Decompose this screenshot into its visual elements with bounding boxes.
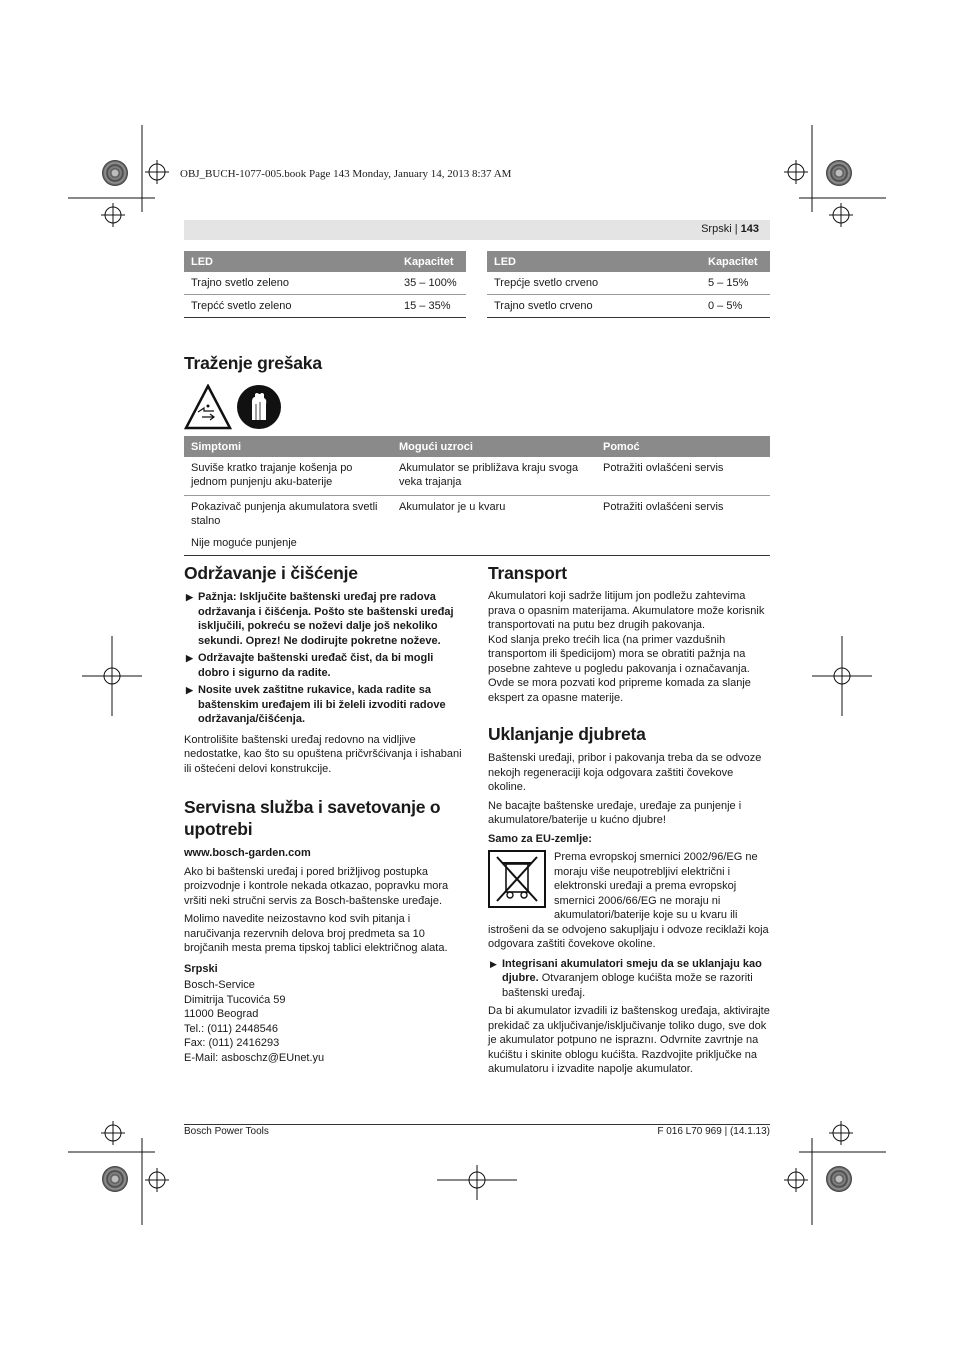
maintenance-paragraph: Kontrolišite baštenski uređaj redovno na vidljive nedostatke, kao što su opuštena pričvršćivanja i ishabani ili oštećeni delovi konstrukcije. <box>184 733 462 775</box>
bullet-text: Otvaranjem obloge kućišta može se razoriti baštenski uređaj. <box>502 972 753 999</box>
table-cell: Trepćć svetlo zeleno <box>184 295 397 318</box>
service-paragraph: Ako bi baštenski uređaj i pored brižljivog postupka proizvodnje i kontrole nekada otkazao, popravku mora vršiti neki stručni servis za Bosch-baštenske uređaje. <box>184 865 449 907</box>
table-header: Kapacitet <box>701 251 770 272</box>
led-table-left <box>184 251 466 318</box>
table-cell <box>596 532 770 556</box>
table-cell: 35 – 100% <box>397 272 466 295</box>
address-email[interactable]: E-Mail: asboschz@EUnet.yu <box>184 1051 325 1064</box>
service-country: Srpski <box>184 962 218 975</box>
bullet-text-bold: Integrisani akumulatori smeju da se uklanjaju kao djubre. <box>502 957 762 984</box>
warning-triangle-icon <box>184 384 232 430</box>
transport-paragraph: Akumulatori koji sadrže litijum jon podležu zahtevima prava o opasnim materijama. Akumulatore može korisnik transportovati na putu bez drugih pakovanja. <box>488 590 765 631</box>
crossed-out-wheelie-bin-icon <box>488 850 546 908</box>
service-paragraph: Molimo navedite neizostavno kod svih pitanja i naručivanja rezervnih delova broj predmeta sa 10 brojčanih mesta prema tipskoj tablici električnog alata. <box>184 913 448 954</box>
disposal-paragraph: Da bi akumulator izvadili iz baštenskog uređaja, aktivirajte prekidač za uključivanje/isključivanje toliko dugo, sve dok je akumulator potpuno ne ispraznı. Odvrnite zavrtnje na kućištu i skinite oblogu kućišta. Razdvojite priključke na akumulatoru i izvadite napolje akumulator. <box>488 1005 770 1075</box>
gloves-icon <box>236 384 282 430</box>
registration-disc-icon <box>826 160 852 186</box>
table-row <box>184 272 466 295</box>
bullet-text: Nosite uvek zaštitne rukavice, kada radite sa baštenskim uređajem ili bi želeli izvoditi radove održavanja/čišćenja. <box>198 684 446 725</box>
list-item <box>184 651 467 680</box>
section-title-maintenance: Održavanje i čišćenje <box>184 563 358 583</box>
disposal-paragraph: Ne bacajte baštenske uređaje, uređaje za punjenje i akumulatore/baterije u kućno djubre! <box>488 799 742 826</box>
table-row <box>184 532 770 556</box>
registration-disc-icon <box>102 1166 128 1192</box>
table-header: Kapacitet <box>397 251 466 272</box>
table-cell: 5 – 15% <box>701 272 770 295</box>
troubleshooting-table <box>184 436 770 556</box>
address-line: Dimitrija Tucovića 59 <box>184 993 286 1006</box>
table-cell <box>392 532 596 556</box>
bullet-arrow-icon: ▶ <box>186 592 193 602</box>
table-cell: Akumulator je u kvaru <box>399 501 506 513</box>
disposal-paragraph: Baštenski uređaji, pribor i pakovanja treba da se odvoze nekojh regeneraciji koja odgovara zaštiti čovekove okoline. <box>488 752 762 793</box>
running-head <box>184 220 770 240</box>
table-cell: Trepćje svetlo crveno <box>487 272 701 295</box>
table-cell: Pokazivač punjenja akumulatora svetli stalno <box>191 501 378 527</box>
footer-rule <box>184 1124 770 1125</box>
running-head-separator: | <box>734 223 738 235</box>
footer-left: Bosch Power Tools <box>184 1126 269 1137</box>
table-header: Simptomi <box>184 436 392 457</box>
eu-label: Samo za EU-zemlje: <box>488 832 592 845</box>
table-header: LED <box>487 251 701 272</box>
section-title-transport: Transport <box>488 563 567 583</box>
address-line: Bosch-Service <box>184 979 255 991</box>
table-row <box>184 295 466 318</box>
eu-text: Prema evropskoj smernici 2002/96/EG ne moraju više neupotrebljivi električni i elektronski uređaji a prema evropskoj smernici 2006/66/EG ne moraju ni akumulatori/baterije koje su u kvaru ili istrošeni da se odvojeno sakupljaju i odvoze reciklaži koja odgovara zaštiti čovekove okoline. <box>488 851 769 950</box>
bullet-arrow-icon: ▶ <box>490 958 497 969</box>
table-header: Mogući uzroci <box>392 436 596 457</box>
running-head-language: Srpski <box>701 223 732 235</box>
bullet-text: Održavajte baštenski uređač čist, da bi mogli dobro i sigurno da radite. <box>198 652 434 679</box>
print-header: OBJ_BUCH-1077-005.book Page 143 Monday, January 14, 2013 8:37 AM <box>180 168 512 180</box>
footer-right: F 016 L70 969 | (14.1.13) <box>657 1126 770 1137</box>
table-cell: Akumulator se približava kraju svoga veka trajanja <box>392 457 596 496</box>
list-item <box>184 683 467 727</box>
section-title-troubleshooting: Traženje grešaka <box>184 353 322 373</box>
table-row <box>184 496 770 533</box>
table-cell: Potražiti ovlašćeni servis <box>596 457 770 496</box>
address-line: 11000 Beograd <box>184 1008 259 1020</box>
address-line: Fax: (011) 2416293 <box>184 1037 280 1049</box>
list-item <box>488 957 770 1001</box>
page-number: 143 <box>740 223 759 235</box>
led-table-right <box>487 251 770 318</box>
right-column <box>488 562 770 1077</box>
table-header: LED <box>184 251 397 272</box>
table-cell: Trajno svetlo zeleno <box>184 272 397 295</box>
service-url-link[interactable]: www.bosch-garden.com <box>184 847 311 859</box>
table-cell: Potražiti ovlašćeni servis <box>603 501 724 513</box>
table-cell: Nije moguće punjenje <box>184 532 392 556</box>
table-row <box>184 457 770 496</box>
transport-paragraph: Kod slanja preko trećih lica (na primer vazdušnih transportom ili špedicijom) mora se obratiti pažnja na posebne zahteve u pogledu pakovanja i označavanja. Ovde se mora pozvati kod pripreme komada za slanje ekspert za opasne materije. <box>488 633 751 704</box>
table-row <box>487 295 770 318</box>
eu-block <box>488 850 770 952</box>
bullet-arrow-icon: ▶ <box>186 653 193 663</box>
table-row <box>487 272 770 295</box>
table-header: Pomoć <box>596 436 770 457</box>
list-item <box>184 590 467 648</box>
registration-disc-icon <box>102 160 128 186</box>
section-title-disposal: Uklanjanje djubreta <box>488 724 646 744</box>
bullet-text: Pažnja: Isključite baštenski uređaj pre radova održavanja i čišćenja. Pošto ste baštenski uređaj isključili, pokreću se noževi dalje još nekoliko sekundi. Oprez! Ne dodirujte pokretne noževe. <box>198 591 454 647</box>
address-line: Tel.: (011) 2448546 <box>184 1022 278 1035</box>
registration-disc-icon <box>826 1166 852 1192</box>
table-cell: Suviše kratko trajanje košenja po jednom punjenju aku-baterije <box>184 457 392 496</box>
table-cell: 15 – 35% <box>397 295 466 318</box>
section-title-service: Servisna služba i savetovanje o upotrebi <box>184 797 441 839</box>
left-column <box>184 562 467 1065</box>
bullet-arrow-icon: ▶ <box>186 685 193 695</box>
table-cell: Trajno svetlo crveno <box>487 295 701 318</box>
table-cell: 0 – 5% <box>701 295 770 318</box>
